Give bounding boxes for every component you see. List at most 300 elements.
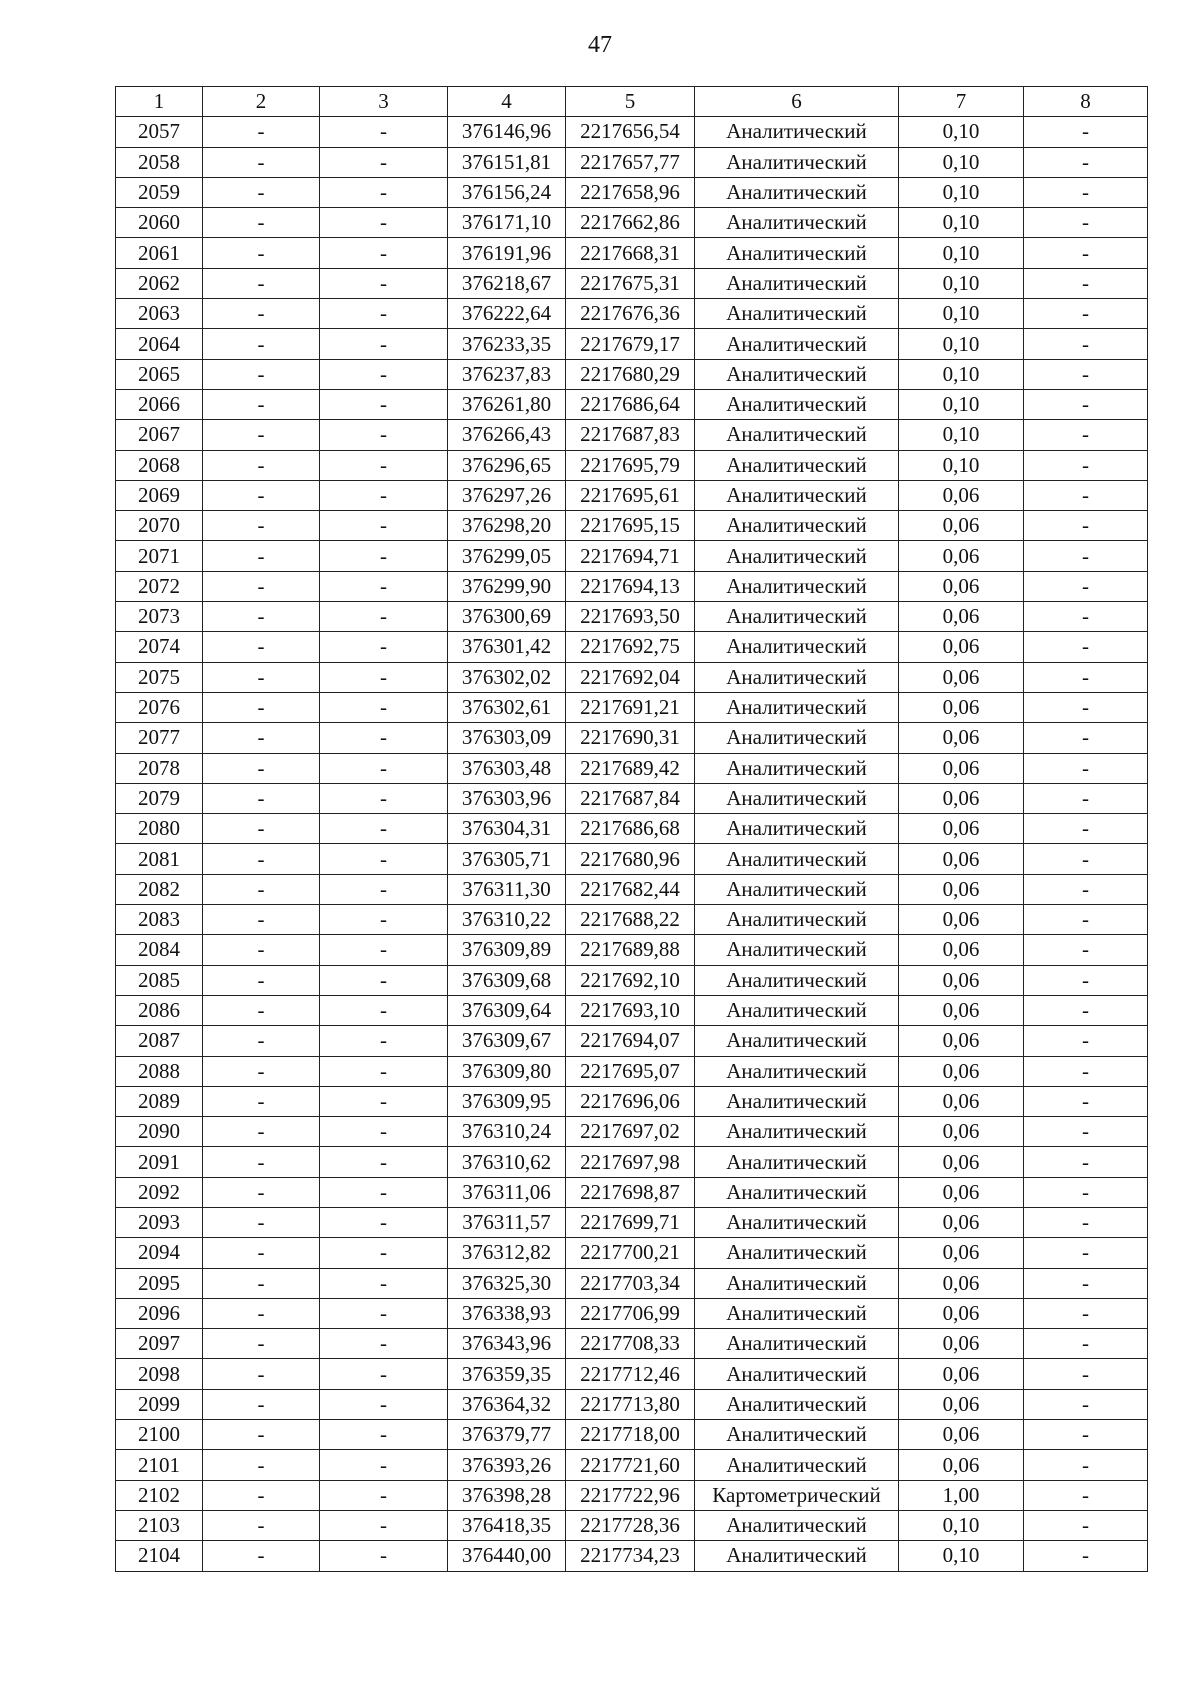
point-number-cell: 2089 <box>116 1086 203 1116</box>
accuracy-cell: 0,06 <box>899 874 1024 904</box>
table-row <box>116 1359 1148 1389</box>
x-coordinate-cell: 376310,24 <box>448 1117 566 1147</box>
point-number-cell: 2074 <box>116 632 203 662</box>
point-number-cell: 2061 <box>116 238 203 268</box>
method-cell: Аналитический <box>695 1541 899 1571</box>
accuracy-cell: 0,06 <box>899 1147 1024 1177</box>
col3-cell: - <box>320 177 448 207</box>
col2-cell: - <box>203 602 320 632</box>
col2-cell: - <box>203 177 320 207</box>
accuracy-cell: 0,06 <box>899 1207 1024 1237</box>
table-row <box>116 814 1148 844</box>
table-header-row <box>116 87 1148 117</box>
x-coordinate-cell: 376233,35 <box>448 329 566 359</box>
y-coordinate-cell: 2217679,17 <box>566 329 695 359</box>
column-header: 2 <box>203 87 320 117</box>
col8-cell: - <box>1024 571 1148 601</box>
col3-cell: - <box>320 480 448 510</box>
y-coordinate-cell: 2217695,79 <box>566 450 695 480</box>
table-row <box>116 1207 1148 1237</box>
accuracy-cell: 0,06 <box>899 814 1024 844</box>
method-cell: Аналитический <box>695 117 899 147</box>
y-coordinate-cell: 2217703,34 <box>566 1268 695 1298</box>
col8-cell: - <box>1024 814 1148 844</box>
col8-cell: - <box>1024 511 1148 541</box>
accuracy-cell: 0,06 <box>899 632 1024 662</box>
accuracy-cell: 0,06 <box>899 723 1024 753</box>
y-coordinate-cell: 2217696,06 <box>566 1086 695 1116</box>
col2-cell: - <box>203 1177 320 1207</box>
x-coordinate-cell: 376311,30 <box>448 874 566 904</box>
method-cell: Аналитический <box>695 329 899 359</box>
col8-cell: - <box>1024 117 1148 147</box>
x-coordinate-cell: 376297,26 <box>448 480 566 510</box>
col3-cell: - <box>320 299 448 329</box>
accuracy-cell: 0,06 <box>899 1420 1024 1450</box>
point-number-cell: 2097 <box>116 1329 203 1359</box>
y-coordinate-cell: 2217695,15 <box>566 511 695 541</box>
y-coordinate-cell: 2217693,10 <box>566 995 695 1025</box>
column-header: 8 <box>1024 87 1148 117</box>
y-coordinate-cell: 2217658,96 <box>566 177 695 207</box>
col2-cell: - <box>203 1147 320 1177</box>
x-coordinate-cell: 376146,96 <box>448 117 566 147</box>
y-coordinate-cell: 2217699,71 <box>566 1207 695 1237</box>
x-coordinate-cell: 376300,69 <box>448 602 566 632</box>
x-coordinate-cell: 376301,42 <box>448 632 566 662</box>
y-coordinate-cell: 2217686,64 <box>566 389 695 419</box>
col8-cell: - <box>1024 1450 1148 1480</box>
method-cell: Аналитический <box>695 1389 899 1419</box>
method-cell: Аналитический <box>695 359 899 389</box>
method-cell: Аналитический <box>695 571 899 601</box>
accuracy-cell: 0,06 <box>899 1329 1024 1359</box>
point-number-cell: 2090 <box>116 1117 203 1147</box>
y-coordinate-cell: 2217708,33 <box>566 1329 695 1359</box>
col2-cell: - <box>203 420 320 450</box>
method-cell: Аналитический <box>695 1420 899 1450</box>
col2-cell: - <box>203 935 320 965</box>
x-coordinate-cell: 376151,81 <box>448 147 566 177</box>
y-coordinate-cell: 2217728,36 <box>566 1510 695 1540</box>
col2-cell: - <box>203 814 320 844</box>
table-row <box>116 1298 1148 1328</box>
col2-cell: - <box>203 753 320 783</box>
table-row <box>116 1056 1148 1086</box>
point-number-cell: 2085 <box>116 965 203 995</box>
y-coordinate-cell: 2217656,54 <box>566 117 695 147</box>
y-coordinate-cell: 2217694,07 <box>566 1026 695 1056</box>
table-row <box>116 1389 1148 1419</box>
accuracy-cell: 0,06 <box>899 995 1024 1025</box>
x-coordinate-cell: 376171,10 <box>448 208 566 238</box>
y-coordinate-cell: 2217676,36 <box>566 299 695 329</box>
col8-cell: - <box>1024 1480 1148 1510</box>
accuracy-cell: 0,06 <box>899 753 1024 783</box>
method-cell: Аналитический <box>695 1510 899 1540</box>
point-number-cell: 2065 <box>116 359 203 389</box>
col3-cell: - <box>320 450 448 480</box>
x-coordinate-cell: 376311,57 <box>448 1207 566 1237</box>
point-number-cell: 2101 <box>116 1450 203 1480</box>
accuracy-cell: 0,06 <box>899 602 1024 632</box>
point-number-cell: 2084 <box>116 935 203 965</box>
col8-cell: - <box>1024 692 1148 722</box>
col8-cell: - <box>1024 783 1148 813</box>
col8-cell: - <box>1024 844 1148 874</box>
accuracy-cell: 0,06 <box>899 1086 1024 1116</box>
y-coordinate-cell: 2217721,60 <box>566 1450 695 1480</box>
point-number-cell: 2096 <box>116 1298 203 1328</box>
y-coordinate-cell: 2217718,00 <box>566 1420 695 1450</box>
y-coordinate-cell: 2217693,50 <box>566 602 695 632</box>
point-number-cell: 2093 <box>116 1207 203 1237</box>
x-coordinate-cell: 376393,26 <box>448 1450 566 1480</box>
y-coordinate-cell: 2217694,13 <box>566 571 695 601</box>
point-number-cell: 2091 <box>116 1147 203 1177</box>
col3-cell: - <box>320 753 448 783</box>
col3-cell: - <box>320 662 448 692</box>
col2-cell: - <box>203 632 320 662</box>
method-cell: Аналитический <box>695 874 899 904</box>
col8-cell: - <box>1024 1268 1148 1298</box>
col8-cell: - <box>1024 299 1148 329</box>
table-row <box>116 268 1148 298</box>
col3-cell: - <box>320 905 448 935</box>
table-row <box>116 511 1148 541</box>
method-cell: Аналитический <box>695 723 899 753</box>
col2-cell: - <box>203 1238 320 1268</box>
accuracy-cell: 0,10 <box>899 1541 1024 1571</box>
col3-cell: - <box>320 1389 448 1419</box>
col3-cell: - <box>320 723 448 753</box>
y-coordinate-cell: 2217662,86 <box>566 208 695 238</box>
y-coordinate-cell: 2217691,21 <box>566 692 695 722</box>
col2-cell: - <box>203 268 320 298</box>
accuracy-cell: 0,06 <box>899 662 1024 692</box>
accuracy-cell: 1,00 <box>899 1480 1024 1510</box>
accuracy-cell: 0,10 <box>899 147 1024 177</box>
x-coordinate-cell: 376359,35 <box>448 1359 566 1389</box>
table-row <box>116 389 1148 419</box>
col3-cell: - <box>320 238 448 268</box>
col8-cell: - <box>1024 1086 1148 1116</box>
table-row <box>116 874 1148 904</box>
y-coordinate-cell: 2217734,23 <box>566 1541 695 1571</box>
y-coordinate-cell: 2217697,02 <box>566 1117 695 1147</box>
table-row <box>116 1238 1148 1268</box>
accuracy-cell: 0,10 <box>899 450 1024 480</box>
table-row <box>116 208 1148 238</box>
point-number-cell: 2104 <box>116 1541 203 1571</box>
point-number-cell: 2083 <box>116 905 203 935</box>
method-cell: Аналитический <box>695 238 899 268</box>
col3-cell: - <box>320 1298 448 1328</box>
method-cell: Аналитический <box>695 511 899 541</box>
method-cell: Аналитический <box>695 753 899 783</box>
accuracy-cell: 0,06 <box>899 783 1024 813</box>
point-number-cell: 2077 <box>116 723 203 753</box>
point-number-cell: 2081 <box>116 844 203 874</box>
accuracy-cell: 0,06 <box>899 1056 1024 1086</box>
col8-cell: - <box>1024 450 1148 480</box>
column-header: 4 <box>448 87 566 117</box>
method-cell: Аналитический <box>695 935 899 965</box>
y-coordinate-cell: 2217689,42 <box>566 753 695 783</box>
table-row <box>116 1541 1148 1571</box>
col3-cell: - <box>320 1359 448 1389</box>
col8-cell: - <box>1024 662 1148 692</box>
y-coordinate-cell: 2217712,46 <box>566 1359 695 1389</box>
point-number-cell: 2103 <box>116 1510 203 1540</box>
col2-cell: - <box>203 1450 320 1480</box>
x-coordinate-cell: 376309,68 <box>448 965 566 995</box>
y-coordinate-cell: 2217688,22 <box>566 905 695 935</box>
method-cell: Аналитический <box>695 450 899 480</box>
accuracy-cell: 0,10 <box>899 1510 1024 1540</box>
accuracy-cell: 0,06 <box>899 1389 1024 1419</box>
point-number-cell: 2099 <box>116 1389 203 1419</box>
method-cell: Аналитический <box>695 692 899 722</box>
col2-cell: - <box>203 480 320 510</box>
accuracy-cell: 0,06 <box>899 541 1024 571</box>
accuracy-cell: 0,10 <box>899 238 1024 268</box>
y-coordinate-cell: 2217675,31 <box>566 268 695 298</box>
col2-cell: - <box>203 359 320 389</box>
point-number-cell: 2070 <box>116 511 203 541</box>
col8-cell: - <box>1024 1207 1148 1237</box>
col3-cell: - <box>320 329 448 359</box>
method-cell: Аналитический <box>695 1298 899 1328</box>
table-row <box>116 420 1148 450</box>
accuracy-cell: 0,06 <box>899 571 1024 601</box>
col3-cell: - <box>320 571 448 601</box>
col2-cell: - <box>203 723 320 753</box>
col3-cell: - <box>320 147 448 177</box>
col3-cell: - <box>320 1541 448 1571</box>
col8-cell: - <box>1024 995 1148 1025</box>
x-coordinate-cell: 376310,22 <box>448 905 566 935</box>
x-coordinate-cell: 376303,96 <box>448 783 566 813</box>
accuracy-cell: 0,06 <box>899 1268 1024 1298</box>
x-coordinate-cell: 376261,80 <box>448 389 566 419</box>
point-number-cell: 2078 <box>116 753 203 783</box>
col8-cell: - <box>1024 905 1148 935</box>
col8-cell: - <box>1024 1329 1148 1359</box>
method-cell: Аналитический <box>695 1086 899 1116</box>
x-coordinate-cell: 376379,77 <box>448 1420 566 1450</box>
col2-cell: - <box>203 1056 320 1086</box>
accuracy-cell: 0,06 <box>899 1359 1024 1389</box>
col3-cell: - <box>320 602 448 632</box>
method-cell: Аналитический <box>695 1117 899 1147</box>
col8-cell: - <box>1024 480 1148 510</box>
y-coordinate-cell: 2217680,29 <box>566 359 695 389</box>
x-coordinate-cell: 376309,67 <box>448 1026 566 1056</box>
col3-cell: - <box>320 814 448 844</box>
point-number-cell: 2058 <box>116 147 203 177</box>
accuracy-cell: 0,10 <box>899 329 1024 359</box>
y-coordinate-cell: 2217692,04 <box>566 662 695 692</box>
col2-cell: - <box>203 874 320 904</box>
point-number-cell: 2057 <box>116 117 203 147</box>
x-coordinate-cell: 376305,71 <box>448 844 566 874</box>
col3-cell: - <box>320 1450 448 1480</box>
col2-cell: - <box>203 1298 320 1328</box>
table-row <box>116 632 1148 662</box>
method-cell: Аналитический <box>695 905 899 935</box>
col2-cell: - <box>203 450 320 480</box>
method-cell: Аналитический <box>695 147 899 177</box>
y-coordinate-cell: 2217700,21 <box>566 1238 695 1268</box>
col8-cell: - <box>1024 268 1148 298</box>
y-coordinate-cell: 2217706,99 <box>566 1298 695 1328</box>
method-cell: Аналитический <box>695 1147 899 1177</box>
col3-cell: - <box>320 389 448 419</box>
table-row <box>116 480 1148 510</box>
table-row <box>116 662 1148 692</box>
col8-cell: - <box>1024 420 1148 450</box>
table-row <box>116 177 1148 207</box>
method-cell: Аналитический <box>695 783 899 813</box>
col3-cell: - <box>320 692 448 722</box>
y-coordinate-cell: 2217687,84 <box>566 783 695 813</box>
y-coordinate-cell: 2217695,61 <box>566 480 695 510</box>
accuracy-cell: 0,06 <box>899 1026 1024 1056</box>
table-row <box>116 965 1148 995</box>
col3-cell: - <box>320 268 448 298</box>
y-coordinate-cell: 2217682,44 <box>566 874 695 904</box>
table-row <box>116 1329 1148 1359</box>
x-coordinate-cell: 376237,83 <box>448 359 566 389</box>
x-coordinate-cell: 376299,05 <box>448 541 566 571</box>
accuracy-cell: 0,10 <box>899 389 1024 419</box>
point-number-cell: 2098 <box>116 1359 203 1389</box>
col8-cell: - <box>1024 1026 1148 1056</box>
point-number-cell: 2100 <box>116 1420 203 1450</box>
table-row <box>116 1480 1148 1510</box>
table-row <box>116 1510 1148 1540</box>
table-row <box>116 1117 1148 1147</box>
col2-cell: - <box>203 1420 320 1450</box>
x-coordinate-cell: 376338,93 <box>448 1298 566 1328</box>
col3-cell: - <box>320 1480 448 1510</box>
col2-cell: - <box>203 783 320 813</box>
col2-cell: - <box>203 692 320 722</box>
col3-cell: - <box>320 1510 448 1540</box>
x-coordinate-cell: 376304,31 <box>448 814 566 844</box>
x-coordinate-cell: 376296,65 <box>448 450 566 480</box>
point-number-cell: 2063 <box>116 299 203 329</box>
col3-cell: - <box>320 208 448 238</box>
method-cell: Аналитический <box>695 420 899 450</box>
col3-cell: - <box>320 1026 448 1056</box>
point-number-cell: 2080 <box>116 814 203 844</box>
method-cell: Аналитический <box>695 1207 899 1237</box>
point-number-cell: 2086 <box>116 995 203 1025</box>
col2-cell: - <box>203 1541 320 1571</box>
col8-cell: - <box>1024 1177 1148 1207</box>
table-row <box>116 753 1148 783</box>
col2-cell: - <box>203 1268 320 1298</box>
accuracy-cell: 0,06 <box>899 692 1024 722</box>
x-coordinate-cell: 376302,02 <box>448 662 566 692</box>
col8-cell: - <box>1024 177 1148 207</box>
method-cell: Аналитический <box>695 177 899 207</box>
point-number-cell: 2102 <box>116 1480 203 1510</box>
col3-cell: - <box>320 632 448 662</box>
method-cell: Аналитический <box>695 389 899 419</box>
col8-cell: - <box>1024 1117 1148 1147</box>
accuracy-cell: 0,10 <box>899 208 1024 238</box>
col3-cell: - <box>320 783 448 813</box>
y-coordinate-cell: 2217668,31 <box>566 238 695 268</box>
y-coordinate-cell: 2217713,80 <box>566 1389 695 1419</box>
col3-cell: - <box>320 117 448 147</box>
table-row <box>116 602 1148 632</box>
x-coordinate-cell: 376418,35 <box>448 1510 566 1540</box>
col8-cell: - <box>1024 389 1148 419</box>
column-header: 6 <box>695 87 899 117</box>
col2-cell: - <box>203 1207 320 1237</box>
method-cell: Аналитический <box>695 541 899 571</box>
point-number-cell: 2071 <box>116 541 203 571</box>
accuracy-cell: 0,06 <box>899 844 1024 874</box>
table-row <box>116 844 1148 874</box>
x-coordinate-cell: 376309,80 <box>448 1056 566 1086</box>
y-coordinate-cell: 2217690,31 <box>566 723 695 753</box>
col8-cell: - <box>1024 1056 1148 1086</box>
method-cell: Аналитический <box>695 814 899 844</box>
table-row <box>116 1026 1148 1056</box>
x-coordinate-cell: 376309,64 <box>448 995 566 1025</box>
x-coordinate-cell: 376343,96 <box>448 1329 566 1359</box>
column-header: 1 <box>116 87 203 117</box>
table-row <box>116 117 1148 147</box>
col8-cell: - <box>1024 1238 1148 1268</box>
table-row <box>116 1450 1148 1480</box>
col3-cell: - <box>320 844 448 874</box>
x-coordinate-cell: 376302,61 <box>448 692 566 722</box>
col3-cell: - <box>320 935 448 965</box>
col2-cell: - <box>203 208 320 238</box>
method-cell: Аналитический <box>695 268 899 298</box>
col8-cell: - <box>1024 874 1148 904</box>
col8-cell: - <box>1024 632 1148 662</box>
col3-cell: - <box>320 359 448 389</box>
col3-cell: - <box>320 1117 448 1147</box>
method-cell: Аналитический <box>695 1056 899 1086</box>
method-cell: Аналитический <box>695 208 899 238</box>
y-coordinate-cell: 2217657,77 <box>566 147 695 177</box>
x-coordinate-cell: 376299,90 <box>448 571 566 601</box>
point-number-cell: 2067 <box>116 420 203 450</box>
y-coordinate-cell: 2217694,71 <box>566 541 695 571</box>
col3-cell: - <box>320 1329 448 1359</box>
col8-cell: - <box>1024 723 1148 753</box>
col2-cell: - <box>203 1480 320 1510</box>
accuracy-cell: 0,10 <box>899 268 1024 298</box>
method-cell: Аналитический <box>695 662 899 692</box>
col3-cell: - <box>320 965 448 995</box>
table-row <box>116 1086 1148 1116</box>
x-coordinate-cell: 376312,82 <box>448 1238 566 1268</box>
col8-cell: - <box>1024 1420 1148 1450</box>
col3-cell: - <box>320 1420 448 1450</box>
point-number-cell: 2092 <box>116 1177 203 1207</box>
col2-cell: - <box>203 541 320 571</box>
accuracy-cell: 0,06 <box>899 1238 1024 1268</box>
